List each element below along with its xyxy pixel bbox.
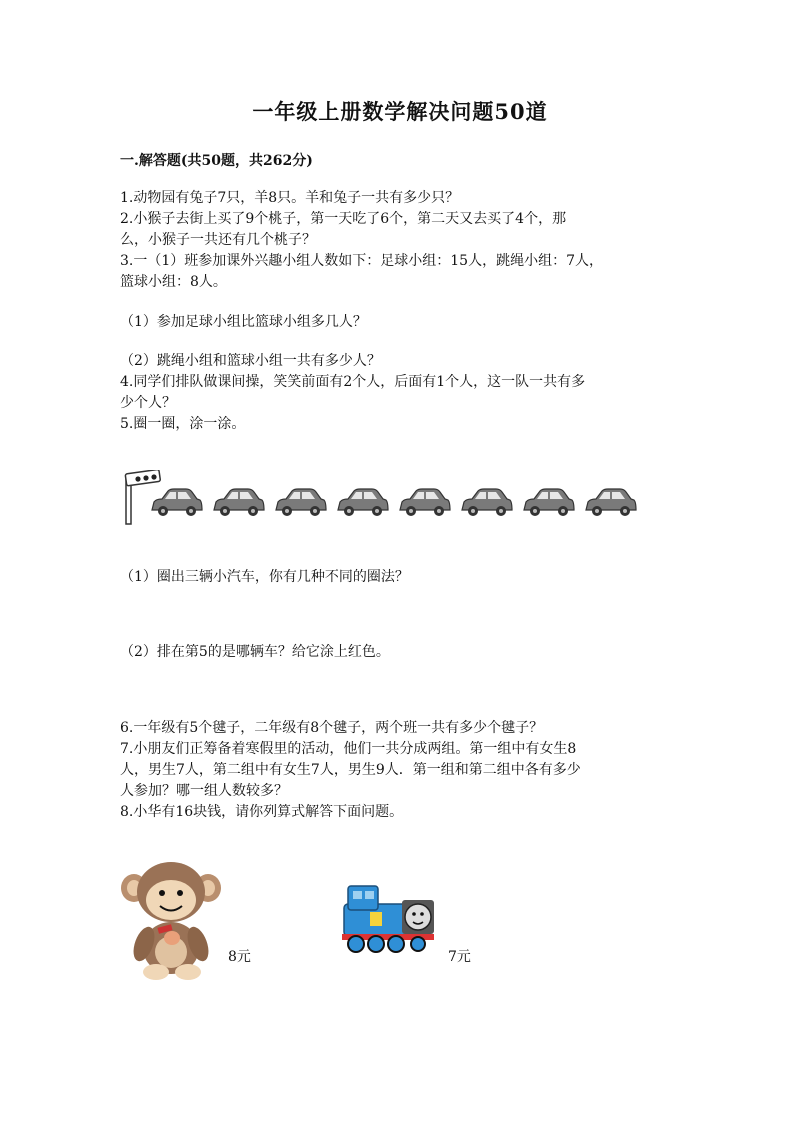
question-2-line-1: 2.小猴子去街上买了9个桃子，第一天吃了6个，第二天又去买了4个，那 [120,211,567,227]
question-4-line-2: 少个人？ [120,395,176,411]
car-icon [586,489,636,516]
question-7-line-1: 7.小朋友们正筹备着寒假里的活动，他们一共分成两组。第一组中有女生8 [120,741,577,757]
question-5-part-2: （2）排在第5的是哪辆车？给它涂上红色。 [120,644,390,660]
question-5: 5.圈一圈，涂一涂。 [120,416,246,432]
question-1: 1.动物园有兔子7只，羊8只。羊和兔子一共有多少只？ [120,190,460,206]
question-8: 8.小华有16块钱，请你列算式解答下面问题。 [120,804,404,820]
question-7-line-2: 人，男生7人，第二组中有女生7人，男生9人．第一组和第二组中各有多少 [120,762,581,778]
car-icon [462,489,512,516]
train-toy-image [340,880,438,956]
train-price: 7元 [448,949,471,965]
question-3-line-2: 篮球小组：8人。 [120,274,227,290]
question-4-line-1: 4.同学们排队做课间操，笑笑前面有2个人，后面有1个人，这一队一共有多 [120,374,586,390]
car-icon [338,489,388,516]
question-3-part-1: （1）参加足球小组比篮球小组多几人？ [120,314,367,330]
car-icon [276,489,326,516]
question-5-part-1: （1）圈出三辆小汽车，你有几种不同的圈法？ [120,569,409,585]
traffic-light-icon [125,470,160,524]
traffic-light-and-cars-figure [118,470,638,526]
monkey-price: 8元 [228,949,251,965]
question-3-part-2: （2）跳绳小组和篮球小组一共有多少人？ [120,353,381,369]
question-3-line-1: 3.一（1）班参加课外兴趣小组人数如下：足球小组：15人，跳绳小组：7人， [120,253,603,269]
car-icon [400,489,450,516]
car-icon [214,489,264,516]
monkey-toy-image [118,862,224,982]
car-icon [152,489,202,516]
section-heading: 一.解答题(共50题，共262分) [120,153,313,169]
car-icon [524,489,574,516]
question-7-line-3: 人参加？哪一组人数较多？ [120,783,288,799]
question-2-line-2: 么，小猴子一共还有几个桃子？ [120,232,316,248]
question-6: 6.一年级有5个毽子，二年级有8个毽子，两个班一共有多少个毽子？ [120,720,544,736]
page-title: 一年级上册数学解决问题50道 [252,99,548,124]
